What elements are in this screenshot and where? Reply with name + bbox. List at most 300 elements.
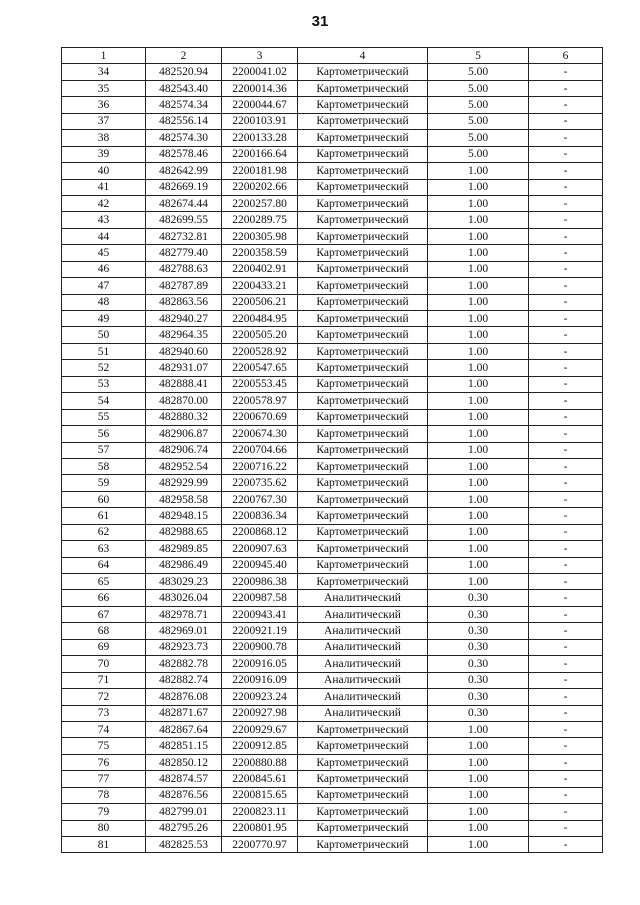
y-coordinate-cell: 2200929.67: [222, 721, 298, 737]
note-cell: -: [529, 738, 603, 754]
accuracy-cell: 1.00: [428, 261, 529, 277]
point-number-cell: 74: [62, 721, 146, 737]
point-number-cell: 55: [62, 409, 146, 425]
point-number-cell: 81: [62, 837, 146, 853]
table-row: [62, 113, 603, 129]
note-cell: -: [529, 195, 603, 211]
column-header: 4: [298, 48, 428, 64]
y-coordinate-cell: 2200770.97: [222, 837, 298, 853]
table-row: [62, 837, 603, 853]
y-coordinate-cell: 2200133.28: [222, 130, 298, 146]
table-row: [62, 163, 603, 179]
table-row: [62, 574, 603, 590]
x-coordinate-cell: 482923.73: [146, 639, 222, 655]
point-number-cell: 64: [62, 557, 146, 573]
note-cell: -: [529, 179, 603, 195]
point-number-cell: 72: [62, 689, 146, 705]
table-row: [62, 80, 603, 96]
accuracy-cell: 1.00: [428, 804, 529, 820]
accuracy-cell: 0.30: [428, 656, 529, 672]
method-cell: Картометрический: [298, 245, 428, 261]
note-cell: -: [529, 97, 603, 113]
accuracy-cell: 1.00: [428, 574, 529, 590]
accuracy-cell: 5.00: [428, 130, 529, 146]
table-row: [62, 97, 603, 113]
x-coordinate-cell: 482799.01: [146, 804, 222, 820]
y-coordinate-cell: 2200547.65: [222, 360, 298, 376]
table-row: [62, 327, 603, 343]
table-row: [62, 130, 603, 146]
column-header: 1: [62, 48, 146, 64]
note-cell: -: [529, 656, 603, 672]
y-coordinate-cell: 2200433.21: [222, 278, 298, 294]
note-cell: -: [529, 327, 603, 343]
method-cell: Аналитический: [298, 689, 428, 705]
note-cell: -: [529, 541, 603, 557]
accuracy-cell: 1.00: [428, 524, 529, 540]
y-coordinate-cell: 2200553.45: [222, 376, 298, 392]
x-coordinate-cell: 482989.85: [146, 541, 222, 557]
x-coordinate-cell: 482986.49: [146, 557, 222, 573]
accuracy-cell: 1.00: [428, 787, 529, 803]
method-cell: Картометрический: [298, 64, 428, 80]
accuracy-cell: 1.00: [428, 163, 529, 179]
x-coordinate-cell: 482779.40: [146, 245, 222, 261]
y-coordinate-cell: 2200202.66: [222, 179, 298, 195]
accuracy-cell: 1.00: [428, 278, 529, 294]
table-row: [62, 672, 603, 688]
point-number-cell: 47: [62, 278, 146, 294]
column-header: 6: [529, 48, 603, 64]
note-cell: -: [529, 689, 603, 705]
point-number-cell: 77: [62, 771, 146, 787]
accuracy-cell: 1.00: [428, 475, 529, 491]
point-number-cell: 48: [62, 294, 146, 310]
accuracy-cell: 1.00: [428, 491, 529, 507]
method-cell: Картометрический: [298, 442, 428, 458]
method-cell: Картометрический: [298, 80, 428, 96]
note-cell: -: [529, 64, 603, 80]
accuracy-cell: 0.30: [428, 639, 529, 655]
method-cell: Картометрический: [298, 508, 428, 524]
x-coordinate-cell: 482870.00: [146, 393, 222, 409]
point-number-cell: 68: [62, 623, 146, 639]
point-number-cell: 40: [62, 163, 146, 179]
point-number-cell: 73: [62, 705, 146, 721]
accuracy-cell: 0.30: [428, 590, 529, 606]
method-cell: Картометрический: [298, 212, 428, 228]
x-coordinate-cell: 482788.63: [146, 261, 222, 277]
point-number-cell: 60: [62, 491, 146, 507]
point-number-cell: 78: [62, 787, 146, 803]
note-cell: -: [529, 672, 603, 688]
method-cell: Картометрический: [298, 738, 428, 754]
point-number-cell: 76: [62, 754, 146, 770]
table-row: [62, 623, 603, 639]
accuracy-cell: 0.30: [428, 705, 529, 721]
table-body: [62, 64, 603, 853]
method-cell: Картометрический: [298, 721, 428, 737]
accuracy-cell: 1.00: [428, 294, 529, 310]
y-coordinate-cell: 2200986.38: [222, 574, 298, 590]
y-coordinate-cell: 2200289.75: [222, 212, 298, 228]
accuracy-cell: 1.00: [428, 376, 529, 392]
column-header: 5: [428, 48, 529, 64]
note-cell: -: [529, 705, 603, 721]
x-coordinate-cell: 482940.60: [146, 343, 222, 359]
table-row: [62, 689, 603, 705]
x-coordinate-cell: 482906.74: [146, 442, 222, 458]
y-coordinate-cell: 2200836.34: [222, 508, 298, 524]
note-cell: -: [529, 146, 603, 162]
accuracy-cell: 1.00: [428, 721, 529, 737]
y-coordinate-cell: 2200923.24: [222, 689, 298, 705]
note-cell: -: [529, 360, 603, 376]
method-cell: Картометрический: [298, 491, 428, 507]
point-number-cell: 51: [62, 343, 146, 359]
method-cell: Аналитический: [298, 672, 428, 688]
point-number-cell: 44: [62, 228, 146, 244]
method-cell: Картометрический: [298, 163, 428, 179]
table-row: [62, 754, 603, 770]
note-cell: -: [529, 837, 603, 853]
x-coordinate-cell: 482520.94: [146, 64, 222, 80]
note-cell: -: [529, 376, 603, 392]
method-cell: Картометрический: [298, 820, 428, 836]
method-cell: Аналитический: [298, 639, 428, 655]
accuracy-cell: 1.00: [428, 360, 529, 376]
y-coordinate-cell: 2200528.92: [222, 343, 298, 359]
table-row: [62, 146, 603, 162]
table-row: [62, 771, 603, 787]
accuracy-cell: 5.00: [428, 64, 529, 80]
table-header-row: [62, 48, 603, 64]
point-number-cell: 65: [62, 574, 146, 590]
x-coordinate-cell: 482964.35: [146, 327, 222, 343]
table-row: [62, 343, 603, 359]
y-coordinate-cell: 2200166.64: [222, 146, 298, 162]
method-cell: Картометрический: [298, 130, 428, 146]
note-cell: -: [529, 508, 603, 524]
method-cell: Картометрический: [298, 804, 428, 820]
method-cell: Картометрический: [298, 458, 428, 474]
accuracy-cell: 0.30: [428, 672, 529, 688]
table-row: [62, 409, 603, 425]
accuracy-cell: 1.00: [428, 195, 529, 211]
note-cell: -: [529, 278, 603, 294]
method-cell: Картометрический: [298, 195, 428, 211]
y-coordinate-cell: 2200916.05: [222, 656, 298, 672]
accuracy-cell: 1.00: [428, 343, 529, 359]
table-row: [62, 787, 603, 803]
table-row: [62, 393, 603, 409]
point-number-cell: 43: [62, 212, 146, 228]
table-row: [62, 557, 603, 573]
x-coordinate-cell: 482969.01: [146, 623, 222, 639]
y-coordinate-cell: 2200358.59: [222, 245, 298, 261]
note-cell: -: [529, 409, 603, 425]
table-row: [62, 820, 603, 836]
x-coordinate-cell: 482578.46: [146, 146, 222, 162]
method-cell: Картометрический: [298, 278, 428, 294]
note-cell: -: [529, 311, 603, 327]
y-coordinate-cell: 2200484.95: [222, 311, 298, 327]
y-coordinate-cell: 2200305.98: [222, 228, 298, 244]
y-coordinate-cell: 2200181.98: [222, 163, 298, 179]
y-coordinate-cell: 2200868.12: [222, 524, 298, 540]
method-cell: Картометрический: [298, 343, 428, 359]
y-coordinate-cell: 2200674.30: [222, 426, 298, 442]
accuracy-cell: 1.00: [428, 311, 529, 327]
table-row: [62, 261, 603, 277]
x-coordinate-cell: 482931.07: [146, 360, 222, 376]
point-number-cell: 35: [62, 80, 146, 96]
method-cell: Картометрический: [298, 327, 428, 343]
x-coordinate-cell: 482888.41: [146, 376, 222, 392]
point-number-cell: 34: [62, 64, 146, 80]
method-cell: Аналитический: [298, 656, 428, 672]
note-cell: -: [529, 261, 603, 277]
y-coordinate-cell: 2200505.20: [222, 327, 298, 343]
y-coordinate-cell: 2200402.91: [222, 261, 298, 277]
accuracy-cell: 1.00: [428, 426, 529, 442]
method-cell: Картометрический: [298, 376, 428, 392]
method-cell: Картометрический: [298, 837, 428, 853]
y-coordinate-cell: 2200907.63: [222, 541, 298, 557]
method-cell: Картометрический: [298, 787, 428, 803]
table-row: [62, 278, 603, 294]
method-cell: Картометрический: [298, 393, 428, 409]
note-cell: -: [529, 442, 603, 458]
accuracy-cell: 1.00: [428, 754, 529, 770]
point-number-cell: 62: [62, 524, 146, 540]
method-cell: Картометрический: [298, 360, 428, 376]
accuracy-cell: 1.00: [428, 245, 529, 261]
accuracy-cell: 5.00: [428, 113, 529, 129]
x-coordinate-cell: 482952.54: [146, 458, 222, 474]
note-cell: -: [529, 130, 603, 146]
note-cell: -: [529, 458, 603, 474]
x-coordinate-cell: 482978.71: [146, 606, 222, 622]
point-number-cell: 49: [62, 311, 146, 327]
x-coordinate-cell: 482988.65: [146, 524, 222, 540]
point-number-cell: 59: [62, 475, 146, 491]
note-cell: -: [529, 524, 603, 540]
point-number-cell: 57: [62, 442, 146, 458]
y-coordinate-cell: 2200041.02: [222, 64, 298, 80]
y-coordinate-cell: 2200916.09: [222, 672, 298, 688]
x-coordinate-cell: 482669.19: [146, 179, 222, 195]
note-cell: -: [529, 557, 603, 573]
accuracy-cell: 1.00: [428, 837, 529, 853]
method-cell: Аналитический: [298, 590, 428, 606]
point-number-cell: 79: [62, 804, 146, 820]
x-coordinate-cell: 482958.58: [146, 491, 222, 507]
note-cell: -: [529, 721, 603, 737]
point-number-cell: 50: [62, 327, 146, 343]
x-coordinate-cell: 482850.12: [146, 754, 222, 770]
accuracy-cell: 5.00: [428, 80, 529, 96]
x-coordinate-cell: 482732.81: [146, 228, 222, 244]
note-cell: -: [529, 343, 603, 359]
method-cell: Картометрический: [298, 541, 428, 557]
y-coordinate-cell: 2200704.66: [222, 442, 298, 458]
column-header: 2: [146, 48, 222, 64]
table-row: [62, 804, 603, 820]
method-cell: Картометрический: [298, 311, 428, 327]
point-number-cell: 66: [62, 590, 146, 606]
x-coordinate-cell: 482929.99: [146, 475, 222, 491]
y-coordinate-cell: 2200014.36: [222, 80, 298, 96]
table-row: [62, 442, 603, 458]
method-cell: Картометрический: [298, 97, 428, 113]
y-coordinate-cell: 2200506.21: [222, 294, 298, 310]
table-row: [62, 491, 603, 507]
page-number: 31: [311, 13, 329, 30]
accuracy-cell: 0.30: [428, 606, 529, 622]
y-coordinate-cell: 2200943.41: [222, 606, 298, 622]
x-coordinate-cell: 482851.15: [146, 738, 222, 754]
coordinates-table: [61, 47, 603, 853]
x-coordinate-cell: 482876.56: [146, 787, 222, 803]
method-cell: Картометрический: [298, 228, 428, 244]
table-row: [62, 245, 603, 261]
y-coordinate-cell: 2200257.80: [222, 195, 298, 211]
note-cell: -: [529, 606, 603, 622]
note-cell: -: [529, 754, 603, 770]
accuracy-cell: 1.00: [428, 820, 529, 836]
y-coordinate-cell: 2200912.85: [222, 738, 298, 754]
note-cell: -: [529, 245, 603, 261]
y-coordinate-cell: 2200670.69: [222, 409, 298, 425]
note-cell: -: [529, 80, 603, 96]
note-cell: -: [529, 426, 603, 442]
accuracy-cell: 1.00: [428, 508, 529, 524]
x-coordinate-cell: 482867.64: [146, 721, 222, 737]
note-cell: -: [529, 113, 603, 129]
y-coordinate-cell: 2200735.62: [222, 475, 298, 491]
method-cell: Аналитический: [298, 606, 428, 622]
column-header: 3: [222, 48, 298, 64]
method-cell: Картометрический: [298, 574, 428, 590]
point-number-cell: 45: [62, 245, 146, 261]
accuracy-cell: 1.00: [428, 557, 529, 573]
y-coordinate-cell: 2200767.30: [222, 491, 298, 507]
accuracy-cell: 1.00: [428, 393, 529, 409]
point-number-cell: 56: [62, 426, 146, 442]
table-row: [62, 590, 603, 606]
method-cell: Картометрический: [298, 261, 428, 277]
y-coordinate-cell: 2200945.40: [222, 557, 298, 573]
table-row: [62, 376, 603, 392]
y-coordinate-cell: 2200987.58: [222, 590, 298, 606]
method-cell: Картометрический: [298, 179, 428, 195]
x-coordinate-cell: 482674.44: [146, 195, 222, 211]
x-coordinate-cell: 482882.78: [146, 656, 222, 672]
method-cell: Аналитический: [298, 705, 428, 721]
accuracy-cell: 1.00: [428, 458, 529, 474]
point-number-cell: 69: [62, 639, 146, 655]
y-coordinate-cell: 2200921.19: [222, 623, 298, 639]
note-cell: -: [529, 294, 603, 310]
table-row: [62, 311, 603, 327]
table-row: [62, 179, 603, 195]
accuracy-cell: 1.00: [428, 738, 529, 754]
method-cell: Картометрический: [298, 409, 428, 425]
note-cell: -: [529, 623, 603, 639]
table-row: [62, 639, 603, 655]
x-coordinate-cell: 482574.30: [146, 130, 222, 146]
table-row: [62, 508, 603, 524]
x-coordinate-cell: 483026.04: [146, 590, 222, 606]
point-number-cell: 53: [62, 376, 146, 392]
table-row: [62, 721, 603, 737]
table-row: [62, 606, 603, 622]
point-number-cell: 42: [62, 195, 146, 211]
method-cell: Картометрический: [298, 294, 428, 310]
point-number-cell: 71: [62, 672, 146, 688]
x-coordinate-cell: 482574.34: [146, 97, 222, 113]
method-cell: Картометрический: [298, 754, 428, 770]
method-cell: Аналитический: [298, 623, 428, 639]
point-number-cell: 80: [62, 820, 146, 836]
accuracy-cell: 1.00: [428, 409, 529, 425]
x-coordinate-cell: 482940.27: [146, 311, 222, 327]
y-coordinate-cell: 2200845.61: [222, 771, 298, 787]
x-coordinate-cell: 482825.53: [146, 837, 222, 853]
accuracy-cell: 1.00: [428, 212, 529, 228]
y-coordinate-cell: 2200880.88: [222, 754, 298, 770]
table-row: [62, 294, 603, 310]
note-cell: -: [529, 574, 603, 590]
x-coordinate-cell: 482642.99: [146, 163, 222, 179]
point-number-cell: 63: [62, 541, 146, 557]
x-coordinate-cell: 482795.26: [146, 820, 222, 836]
x-coordinate-cell: 482543.40: [146, 80, 222, 96]
y-coordinate-cell: 2200815.65: [222, 787, 298, 803]
note-cell: -: [529, 475, 603, 491]
note-cell: -: [529, 163, 603, 179]
accuracy-cell: 1.00: [428, 541, 529, 557]
method-cell: Картометрический: [298, 426, 428, 442]
table-row: [62, 656, 603, 672]
table-row: [62, 475, 603, 491]
accuracy-cell: 5.00: [428, 97, 529, 113]
point-number-cell: 52: [62, 360, 146, 376]
y-coordinate-cell: 2200900.78: [222, 639, 298, 655]
note-cell: -: [529, 820, 603, 836]
x-coordinate-cell: 482874.57: [146, 771, 222, 787]
point-number-cell: 37: [62, 113, 146, 129]
y-coordinate-cell: 2200823.11: [222, 804, 298, 820]
point-number-cell: 54: [62, 393, 146, 409]
y-coordinate-cell: 2200044.67: [222, 97, 298, 113]
y-coordinate-cell: 2200927.98: [222, 705, 298, 721]
x-coordinate-cell: 483029.23: [146, 574, 222, 590]
table-row: [62, 458, 603, 474]
point-number-cell: 58: [62, 458, 146, 474]
table-row: [62, 426, 603, 442]
method-cell: Картометрический: [298, 146, 428, 162]
point-number-cell: 75: [62, 738, 146, 754]
accuracy-cell: 5.00: [428, 146, 529, 162]
point-number-cell: 46: [62, 261, 146, 277]
y-coordinate-cell: 2200801.95: [222, 820, 298, 836]
x-coordinate-cell: 482556.14: [146, 113, 222, 129]
accuracy-cell: 1.00: [428, 228, 529, 244]
note-cell: -: [529, 590, 603, 606]
accuracy-cell: 1.00: [428, 442, 529, 458]
